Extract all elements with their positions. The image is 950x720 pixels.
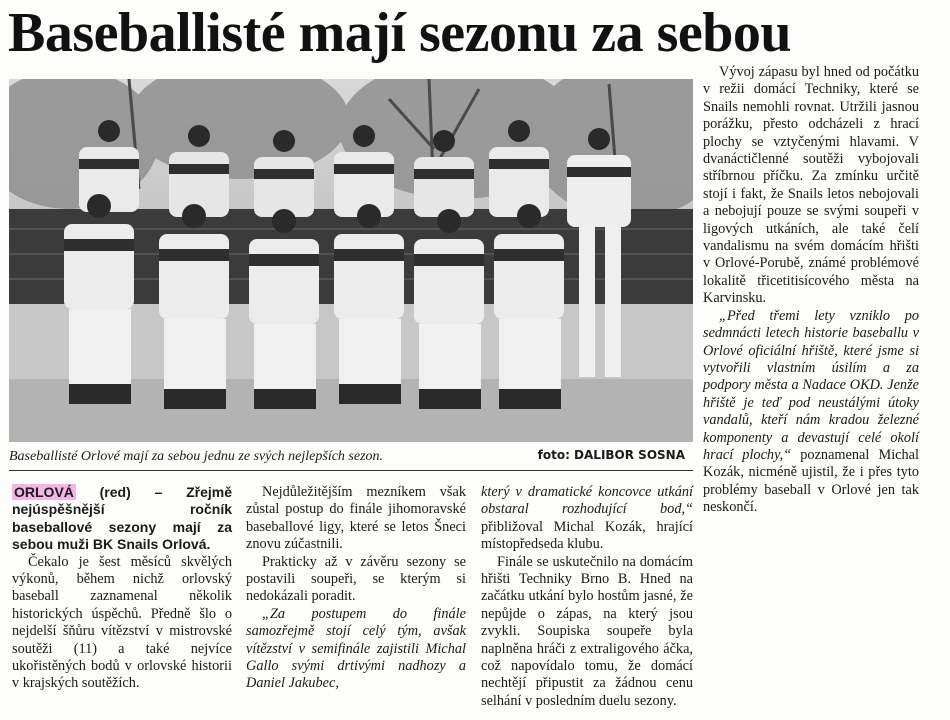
lead-paragraph [12, 484, 232, 554]
dateline-place: ORLOVÁ [14, 484, 74, 500]
dateline-source: (red) – [75, 484, 187, 500]
article-column-2 [246, 484, 466, 693]
body-paragraph: Vývoj zápasu byl hned od počátku v režii domácí Techniky, které se Snails nemohli rovnat. Utržili jasnou porážku, přesto odcházeli z hrací plochy se vztyčenými hlavami. V dvanáctičlenné soutěži vybojovali stříbrnou příčku. Za zmínku určitě stojí i fakt, že Snails letos nebojovali a nebojují pouze se svými soupeři v ligových utkáních, ale také čelí vandalismu na svém domácím hřišti v Orlové-Porubě, známé problémové lokalitě třicetitisícového města na Karvinsku. [703, 64, 919, 307]
body-paragraph: Prakticky až v závěru sezony se postavili soupeři, se kterým si nedokázali poradit. [246, 553, 466, 605]
quote-continuation [481, 484, 693, 554]
body-paragraph: Nejdůležitějším mezníkem však zůstal postup do finále jihomoravské baseballové ligy, které se letos Šneci znovu zúčastnili. [246, 484, 466, 553]
lead-text: Zřejmě nejúspěšnější ročník baseballové sezony mají za sebou muži BK Snails Orlová. [12, 484, 232, 553]
quote-paragraph [703, 308, 919, 517]
photo-caption [9, 446, 693, 466]
quote-text: který v dramatické koncovce utkání obstaral rozhodující bod,“ [481, 484, 693, 518]
caption-text: Baseballisté Orlové mají za sebou jednu ze svých nejlepších sezon. [9, 449, 384, 464]
body-paragraph: Čekalo je šest měsíců skvělých výkonů, během nichž orlovský baseball zaznamenal několik historických úspěchů. Předně šlo o nejdelší šňůru vítězství v mistrovské soutěži (11) a také nejvíce ukořistěných bodů v orlovské historii v krajských soutěžích. [12, 553, 232, 692]
article-column-4 [703, 64, 919, 517]
photo-credit: foto: DALIBOR SOSNA [537, 448, 685, 462]
article-column-3 [481, 484, 693, 710]
quote-paragraph: „Za postupem do finále samozřejmě stojí celý tým, avšak vítězství v semifinále zajistili Michal Gallo svými drtivými nadhozy a Daniel Jakubec, [246, 605, 466, 692]
team-photo [9, 79, 693, 442]
caption-divider [9, 470, 693, 471]
article-column-1 [12, 484, 232, 693]
quote-text: „Před třemi lety vzniklo po sedmnácti letech historie baseballu v Orlové oficiální hřiště, které jsme si vytvořili vlastním úsilím a za podpory města a Nadace OKD. Jenže hřiště je teď pod neustálými útoky vandalů, kteří nám kradou železné komponenty a devastují celé okolí hrací plochy,“ [703, 307, 919, 463]
headline: Baseballisté mají sezonu za sebou [8, 2, 792, 64]
quote-attribution: přibližoval Michal Kozák, hrající místopředseda klubu. [481, 518, 693, 553]
quote-attribution: poznamenal Michal Kozák, nicméně ujistil, že i přes tyto problémy baseball v Orlové jen tak neskončí. [703, 446, 919, 516]
body-paragraph: Finále se uskutečnilo na domácím hřišti Techniky Brno B. Hned na začátku utkání bylo hostům jasné, že nepůjde o zápas, na který jsou zvykli. Soupiska soupeře byla naplněna hráči z extraligového áčka, což napovídalo tomu, že domácí nechtějí připustit za žádnou cenu selhání v posledním duelu sezony. [481, 553, 693, 709]
team-photo-drawing [9, 79, 693, 442]
